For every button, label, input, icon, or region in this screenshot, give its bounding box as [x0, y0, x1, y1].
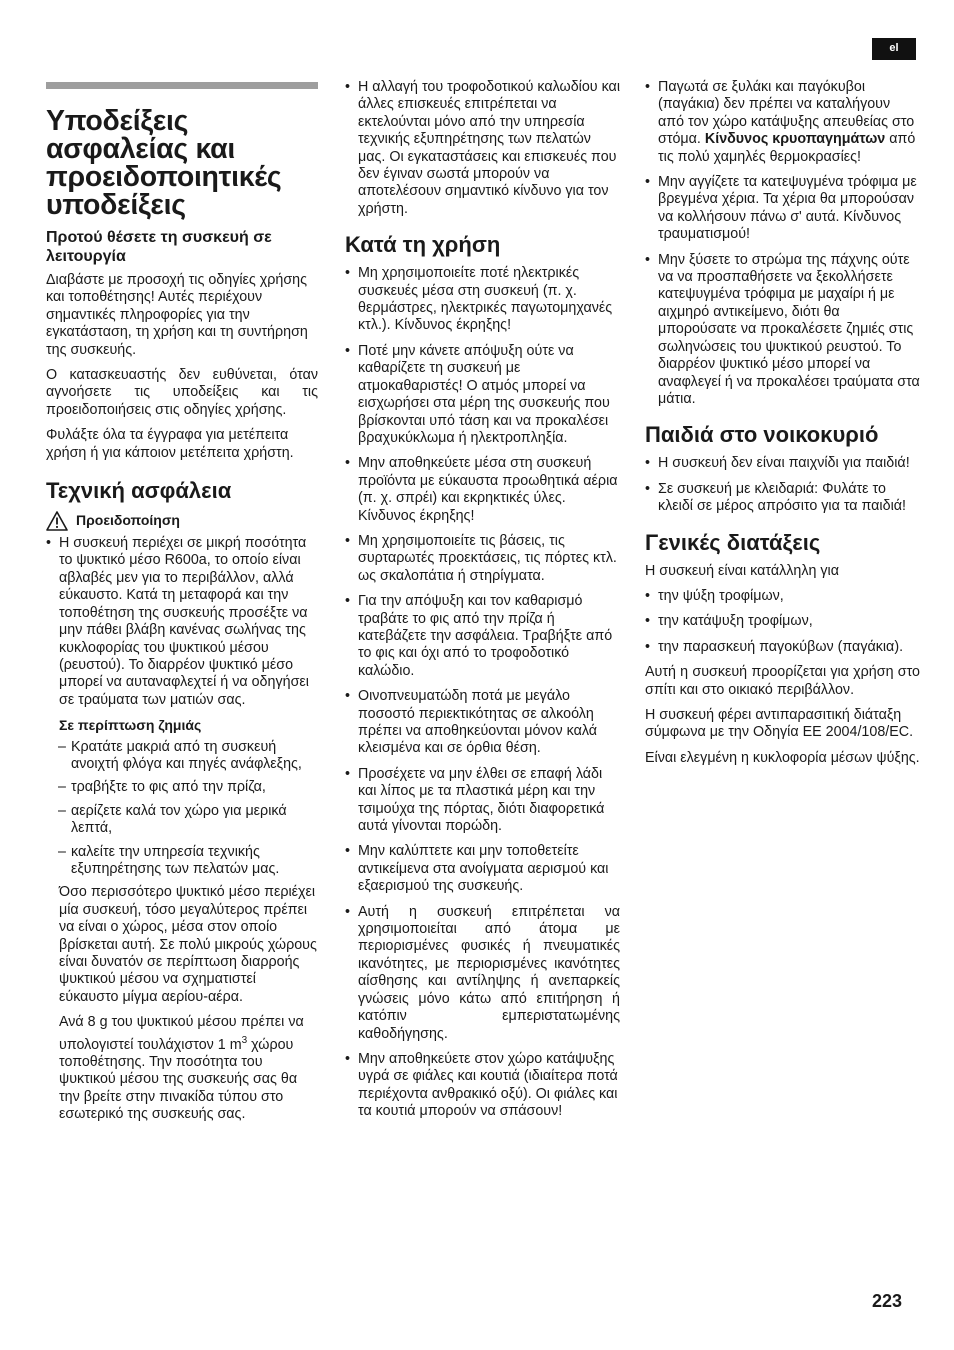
list-item: • την ψύξη τροφίμων, [645, 588, 920, 605]
list-item: • Προσέχετε να μην έλθει σε επαφή λάδι και λίπος με τα πλαστικά μέρη και την τσιμούχα της πόρτας, διότι διαφορετικά αυτά γίνονται πορώδη. [345, 766, 620, 836]
list-item: • Μη χρησιμοποιείτε ποτέ ηλεκτρικές συσκευές μέσα στη συσκευή (π. χ. θερμάστρες, ηλεκτρικές παγωτομηχανές κτλ.). Κίνδυνος έκρηξης! [345, 265, 620, 335]
list-item: • Μην καλύπτετε και μην τοποθετείτε αντικείμενα στα ανοίγματα αερισμού και εξαερισμού της συσκευής. [345, 843, 620, 895]
list-item: • Η συσκευή περιέχει σε μικρή ποσότητα το ψυκτικό μέσο R600a, το οποίο είναι αβλαβές μεν για το περιβάλλον, αλλά εύκαυστο. Κατά τη μεταφορά και την τοποθέτηση της συσκευής προσέξτε να μην πάθει βλάβη κανένας σωλήνας της κυκλοφορίας του ψυκτικού μέσου (ρευστού). Το διαρρέον ψυκτικό μέσο μπορεί να αυταναφλεχτεί ή να οδηγήσει σε τραύματα των ματιών σας. [46, 535, 318, 709]
paragraph: Διαβάστε με προσοχή τις οδηγίες χρήσης και τοποθέτησης! Αυτές περιέχουν σημαντικές πληροφορίες για την εγκατάσταση, τη χρήση και τη συντήρηση της συσκευής. [46, 272, 308, 358]
column-left [46, 82, 318, 1131]
list-item: – αερίζετε καλά τον χώρο για μερικά λεπτά, [46, 803, 318, 838]
warning-triangle-icon [46, 511, 68, 531]
list-item: • Μην αποθηκεύετε μέσα στη συσκευή προϊόντα με εύκαυστα προωθητικά αέρια (π. χ. σπρέι) και εκρηκτικές ύλες. Κίνδυνος έκρηξης! [345, 455, 620, 525]
list-item: • Οινοπνευματώδη ποτά με μεγάλο ποσοστό περιεκτικότητας σε αλκοόλη πρέπει να αποθηκεύονται μόνον καλά κλεισμένα και σε όρθια θέση. [345, 688, 620, 758]
column-middle [345, 79, 620, 1129]
tech-safety-heading: Τεχνική ασφάλεια [46, 478, 232, 504]
page-title: Υποδείξεις ασφαλείας και προειδοποιητικές υποδείξεις [46, 105, 282, 221]
list-item: – Κρατάτε μακριά από τη συσκευή ανοιχτή φλόγα και πηγές ανάφλεξης, [46, 739, 318, 774]
list-item: • Για την απόψυξη και τον καθαρισμό τραβάτε το φις από την πρίζα ή κατεβάζετε την ασφάλεια. Τραβήξτε από το φις και όχι από το τροφοδοτικό καλώδιο. [345, 593, 620, 680]
list-item: • Σε συσκευή με κλειδαριά: Φυλάτε το κλειδί σε μέρος απρόσιτο για τα παιδιά! [645, 481, 920, 516]
children-heading: Παιδιά στο νοικοκυριό [645, 422, 879, 448]
list-item: • την κατάψυξη τροφίμων, [645, 613, 920, 630]
language-badge: el [872, 38, 916, 60]
ratio-paragraph: Ανά 8 g του ψυκτικού μέσου πρέπει να υπολογιστεί τουλάχιστον 1 $m^3$ χώρου τοποθέτησης. Την ποσότητα του ψυκτικού μέσου της συσκευής σας θα την βρείτε στην πινακίδα τύπου στο εσωτερικό της συσκευής σας. [59, 1014, 304, 1123]
usage-heading: Κατά τη χρήση [345, 232, 501, 258]
paragraph: Η συσκευή φέρει αντιπαρασιτική διάταξη σύμφωνα με την Οδηγία ΕΕ 2004/108/EC. [645, 706, 914, 741]
warning-row [46, 511, 318, 531]
list-item: • Ποτέ μην κάνετε απόψυξη ούτε να καθαρίζετε τη συσκευή με ατμοκαθαριστές! Ο ατμός μπορεί να εισχωρήσει στα μέρη της συσκευής που βρίσκονται υπό τάση και να προκαλέσει βραχυκύκλωμα ή ηλεκτροπληξία. [345, 343, 620, 447]
paragraph: Η συσκευή είναι κατάλληλη για [645, 562, 839, 579]
list-item: – τραβήξτε το φις από την πρίζα, [46, 779, 318, 796]
list-item: • Μην αγγίζετε τα κατεψυγμένα τρόφιμα με βρεγμένα χέρια. Τα χέρια θα μπορούσαν να κολλήσουν πάνω σ' αυτά. Κίνδυνος τραυματισμού! [645, 174, 920, 244]
list-item: • Μην αποθηκεύετε στον χώρο κατάψυξης υγρά σε φιάλες και κουτιά (ιδιαίτερα ποτά περιέχοντα ανθρακικό οξύ). Οι φιάλες και τα κουτιά μπορούν να σπάσουν! [345, 1051, 620, 1121]
page-number: 223 [872, 1291, 903, 1311]
section-rule [46, 82, 318, 89]
paragraph: Όσο περισσότερο ψυκτικό μέσο περιέχει μία συσκευή, τόσο μεγαλύτερος πρέπει να είναι ο χώρος, μέσα στον οποίο βρίσκεται αυτή. Σε πολύ μικρούς χώρους είναι δυνατόν σε περίπτωση διαρροής ψυκτικού μέσου να σχηματιστεί εύκαυστο μίγμα αερίου-αέρα. [59, 884, 317, 1005]
before-use-heading: Προτού θέσετε τη συσκευή σε λειτουργία [46, 229, 272, 265]
paragraph: Φυλάξτε όλα τα έγγραφα για μετέπειτα χρήση ή για κάποιον μετέπειτα χρήστη. [46, 427, 294, 461]
paragraph: Αυτή η συσκευή προορίζεται για χρήση στο σπίτι και στο οικιακό περιβάλλον. [645, 664, 920, 698]
warning-label: Προειδοποίηση [76, 512, 180, 529]
list-item: – καλείτε την υπηρεσία τεχνικής εξυπηρέτησης των πελατών μας. [46, 844, 318, 879]
paragraph: Είναι ελεγμένη η κυκλοφορία μέσων ψύξης. [645, 749, 920, 766]
list-item: • την παρασκευή παγοκύβων (παγάκια). [645, 639, 920, 656]
list-item: • Παγωτά σε ξυλάκι και παγόκυβοι (παγάκια) δεν πρέπει να καταλήγουν από τον χώρο κατάψυξης απευθείας στο στόμα. Κίνδυνος κρυοπαγημάτων από τις πολύ χαμηλές θερμοκρασίες! [645, 79, 920, 166]
list-item: • Μην ξύσετε το στρώμα της πάχνης ούτε να να προσπαθήσετε να ξεκολλήσετε κατεψυγμένα τρόφιμα με μαχαίρι ή με αιχμηρό αντικείμενο, διότι θα μπορούσατε να προκαλέσετε ζημιές στις σωληνώσεις του ψυκτικού ρευστού. Το διαρρέον ψυκτικό μέσο μπορεί να αναφλεγεί ή να προκαλέσει τραύματα στα μάτια. [645, 252, 920, 409]
column-right [645, 79, 920, 775]
list-item: • Η συσκευή δεν είναι παιχνίδι για παιδιά! [645, 455, 920, 472]
damage-label: Σε περίπτωση ζημιάς [59, 717, 202, 734]
general-heading: Γενικές διατάξεις [645, 529, 821, 555]
list-item: • Αυτή η συσκευή επιτρέπεται να χρησιμοποιείται από άτομα με περιορισμένες φυσικές ή πνευματικές ικανότητες, με περιορισμένες ικανότητες αίσθησης και αντίληψης ή ανεπαρκείς γνώσεις μόνο κάτω από επιτήρηση ή κατόπιν εμπεριστατωμένης καθοδήγησης. [345, 904, 620, 1043]
list-item: • Η αλλαγή του τροφοδοτικού καλωδίου και άλλες επισκευές επιτρέπεται να εκτελούνται μόνο από την υπηρεσία τεχνικής εξυπηρέτησης των πελατών μας. Οι εγκαταστάσεις και επισκευές που δεν έγιναν σωστά μπορούν να αποτελέσουν σημαντικό κίνδυνο για τον χρήστη. [345, 79, 620, 218]
paragraph: Ο κατασκευαστής δεν ευθύνεται, όταν αγνοήσετε τις υποδείξεις και τις προειδοποιήσεις στις οδηγίες χρήσης. [46, 367, 318, 418]
list-item: • Μη χρησιμοποιείτε τις βάσεις, τις συρταρωτές προεκτάσεις, τις πόρτες κτλ. ως σκαλοπάτια ή στηρίγματα. [345, 533, 620, 585]
